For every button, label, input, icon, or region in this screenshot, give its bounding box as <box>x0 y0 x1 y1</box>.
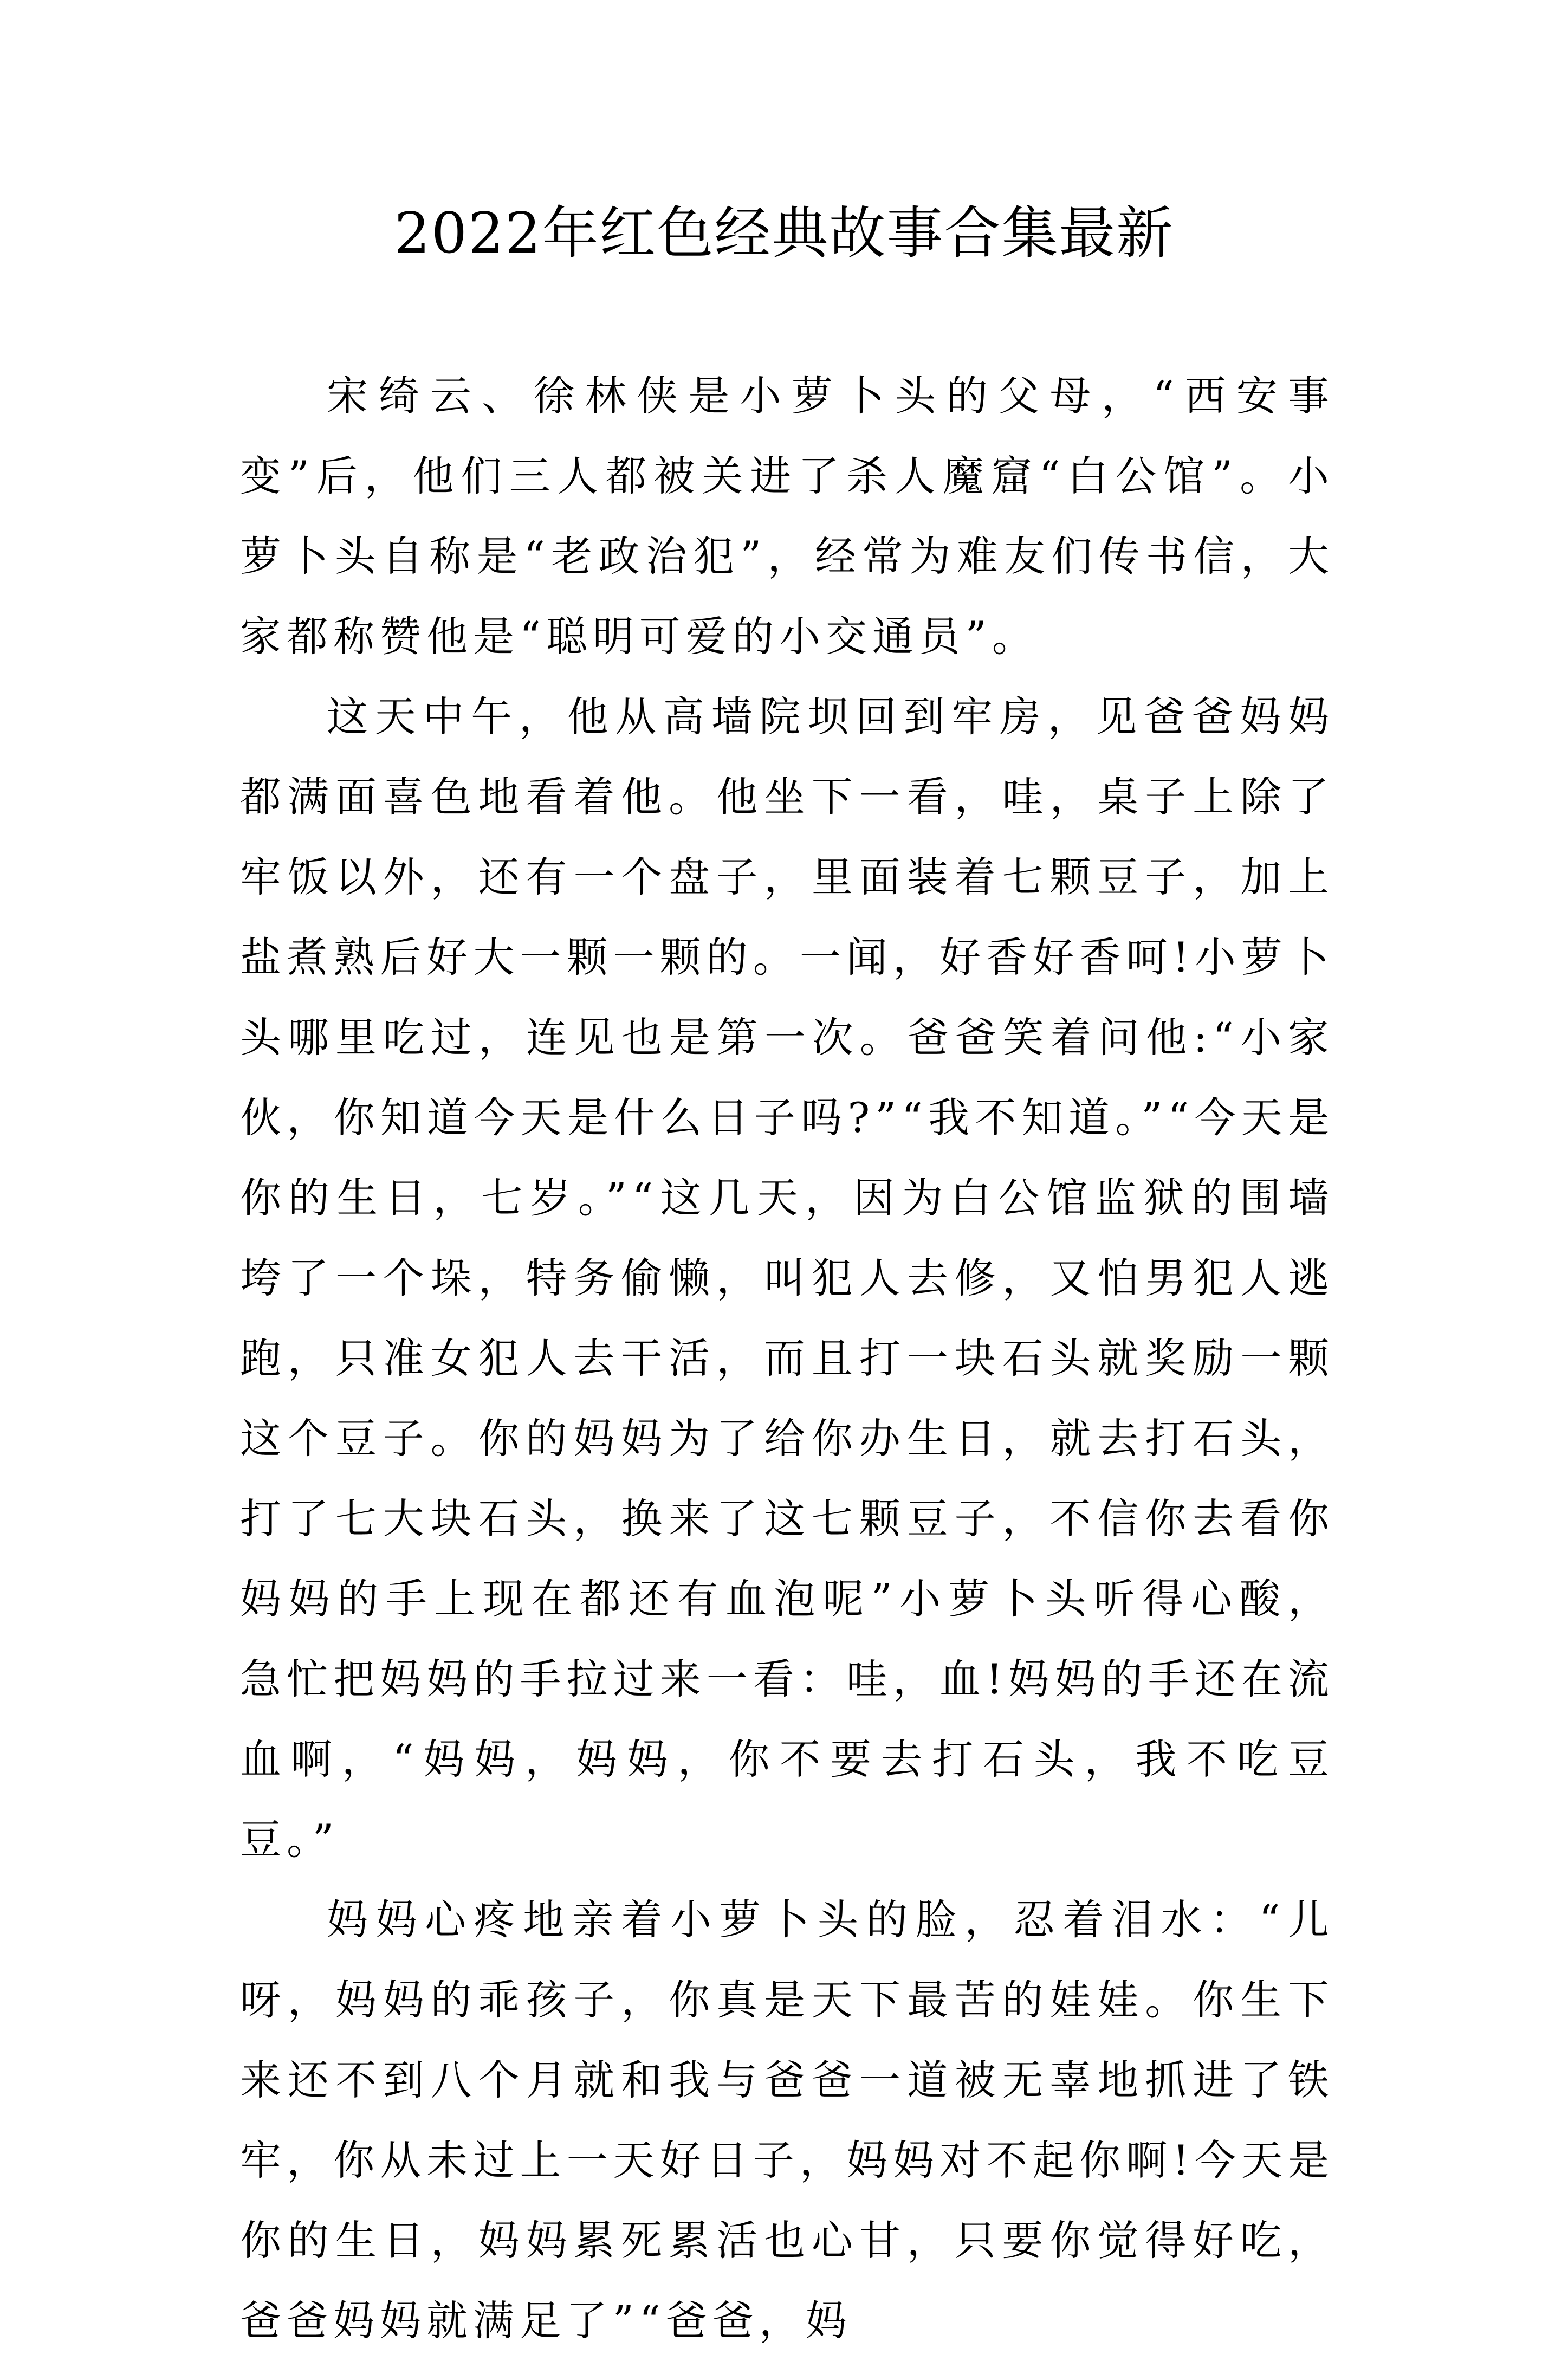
document-title: 2022年红色经典故事合集最新 <box>394 200 1174 266</box>
paragraph-1: 宋绮云、徐林侠是小萝卜头的父母，“西安事变”后，他们三人都被关进了杀人魔窟“白公馆”。小萝卜头自称是“老政治犯”，经常为难友们传书信，大家都称赞他是“聪明可爱的小交通员”。 <box>240 372 1334 661</box>
paragraph-2: 这天中午，他从高墙院坝回到牢房，见爸爸妈妈都满面喜色地看着他。他坐下一看，哇，桌子上除了牢饭以外，还有一个盘子，里面装着七颗豆子，加上盐煮熟后好大一颗一颗的。一闻，好香好香呵!小萝卜头哪里吃过，连见也是第一次。爸爸笑着问他:“小家伙，你知道今天是什么日子吗?”“我不知道。”“今天是你的生日，七岁。”“这几天，因为白公馆监狱的围墙垮了一个垛，特务偷懒，叫犯人去修，又怕男犯人逃跑，只准女犯人去干活，而且打一块石头就奖励一颗这个豆子。你的妈妈为了给你办生日，就去打石头，打了七大块石头，换来了这七颗豆子，不信你去看你妈妈的手上现在都还有血泡呢”小萝卜头听得心酸，急忙把妈妈的手拉过来一看：哇，血!妈妈的手还在流血啊，“妈妈，妈妈，你不要去打石头，我不吃豆豆。” <box>240 693 1334 1864</box>
paragraph-3: 妈妈心疼地亲着小萝卜头的脸，忍着泪水：“儿呀，妈妈的乖孩子，你真是天下最苦的娃娃。你生下来还不到八个月就和我与爸爸一道被无辜地抓进了铁牢，你从未过上一天好日子，妈妈对不起你啊!今天是你的生日，妈妈累死累活也心甘，只要你觉得好吃，爸爸妈妈就满足了”“爸爸，妈 <box>240 1896 1334 2345</box>
document-body <box>240 356 1334 2361</box>
